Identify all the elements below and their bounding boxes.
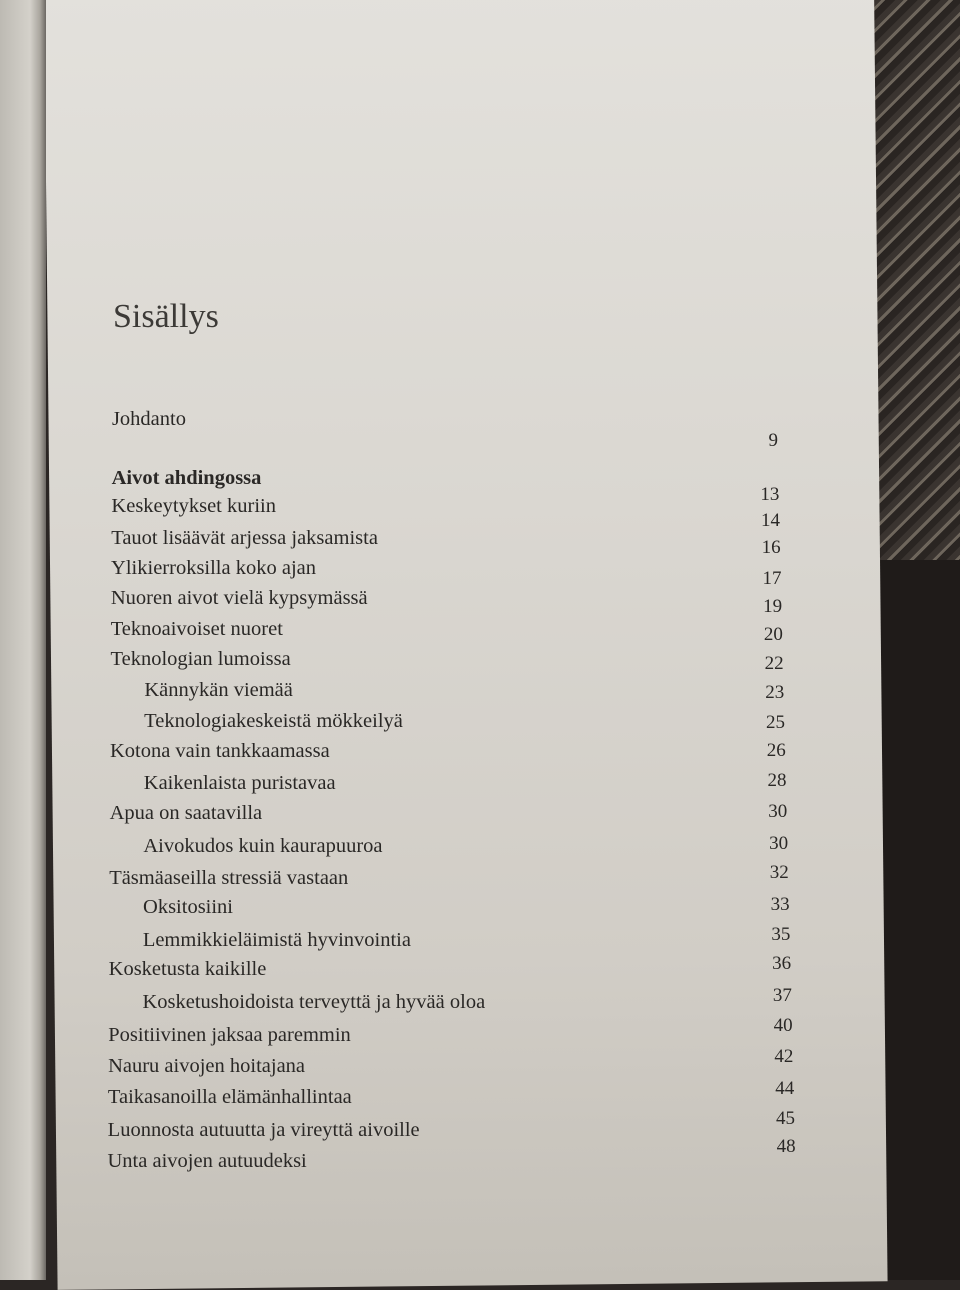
toc-entry-page: 17 — [762, 568, 782, 589]
toc-entry-page: 23 — [765, 682, 785, 703]
toc-entry-label: Teknologiakeskeistä mökkeilyä — [144, 710, 403, 732]
toc-entry-page: 44 — [775, 1078, 795, 1099]
book-spine-edge — [0, 0, 46, 1280]
toc-entry-label: Kosketushoidoista terveyttä ja hyvää oloa — [142, 991, 486, 1013]
toc-entry-label: Nuoren aivot vielä kypsymässä — [110, 587, 368, 609]
toc-entry-label: Kännykän viemää — [144, 679, 293, 701]
toc-entry-label: Unta aivojen autuudeksi — [107, 1150, 307, 1172]
toc-entry-label: Oksitosiini — [143, 896, 234, 918]
toc-entry-page: 48 — [776, 1136, 796, 1157]
toc-entry-page: 45 — [775, 1108, 795, 1129]
toc-entry-page: 20 — [763, 624, 783, 645]
toc-entry-label: Ylikierroksilla koko ajan — [111, 557, 316, 579]
toc-entry-page: 32 — [769, 862, 789, 883]
toc-entry-label: Lemmikkieläimistä hyvinvointia — [142, 929, 411, 951]
toc-entry-page: 30 — [769, 833, 789, 854]
toc-entry-label: Kotona vain tankkaamassa — [109, 740, 330, 762]
toc-entry-page: 42 — [774, 1046, 794, 1067]
toc-entry-label: Täsmäaseilla stressiä vastaan — [109, 867, 349, 889]
toc-entry-label: Positiivinen jaksaa paremmin — [108, 1024, 351, 1046]
toc-entry-page: 16 — [761, 537, 781, 558]
toc-entry-label: Kosketusta kaikille — [108, 958, 267, 980]
toc-entry-page: 19 — [763, 596, 783, 617]
toc-entry-label: Teknoaivoiset nuoret — [110, 618, 283, 640]
toc-entry-label: Luonnosta autuutta ja vireyttä aivoille — [107, 1119, 420, 1141]
toc-entry-label: Aivot ahdingossa — [111, 467, 262, 489]
toc-entry-page: 33 — [770, 894, 790, 915]
toc-entry-page: 25 — [766, 712, 786, 733]
toc-entry-label: Johdanto — [111, 408, 186, 430]
toc-entry-label: Tauot lisäävät arjessa jaksamista — [111, 527, 378, 549]
toc-entry-page: 37 — [772, 985, 792, 1006]
toc-entry-page: 35 — [771, 924, 791, 945]
toc-entry-page: 26 — [766, 740, 786, 761]
page-title: Sisällys — [113, 298, 219, 335]
toc-entry-page: 22 — [764, 653, 784, 674]
toc-entry-page: 13 — [760, 484, 780, 505]
toc-entry-page: 9 — [768, 430, 778, 451]
toc-entry-label: Aivokudos kuin kaurapuuroa — [143, 835, 383, 857]
toc-entry-page: 28 — [767, 770, 787, 791]
toc-entry-label: Teknologian lumoissa — [110, 648, 291, 670]
toc-entry-label: Taikasanoilla elämänhallintaa — [107, 1086, 352, 1108]
toc-entry-page: 30 — [768, 801, 788, 822]
toc-entry-label: Keskeytykset kuriin — [111, 495, 276, 517]
toc-entry-label: Apua on saatavilla — [109, 802, 263, 824]
toc-entry-page: 36 — [772, 953, 792, 974]
toc-entry-page: 14 — [761, 510, 780, 531]
toc-entry-page: 40 — [773, 1015, 793, 1036]
toc-entry-label: Nauru aivojen hoitajana — [108, 1055, 306, 1077]
toc-entry-label: Kaikenlaista puristavaa — [143, 772, 336, 794]
